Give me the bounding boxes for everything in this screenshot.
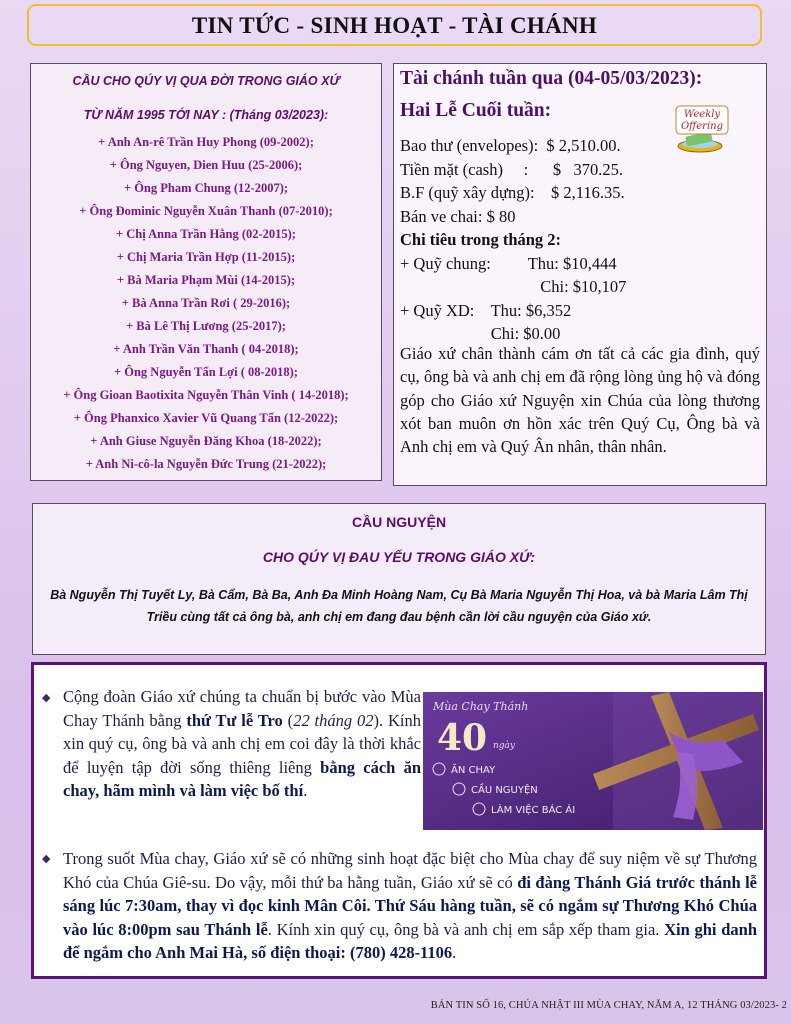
- announcements-box: [31, 662, 767, 979]
- image-item-prayer: CẦU NGUYỆN: [471, 785, 538, 796]
- building-fund-out: Chi: $0.00: [400, 324, 561, 343]
- deceased-prayer-box: [30, 63, 382, 481]
- list-item: + Ông Gioan Baotixita Nguyễn Thân Vinh ( 14-2018);: [63, 388, 349, 402]
- page-title: TIN TỨC - SINH HOẠT - TÀI CHÁNH: [27, 4, 762, 46]
- diamond-bullet-icon: ◆: [42, 692, 51, 704]
- building-fund-in: + Quỹ XD: Thu: $6,352: [400, 300, 572, 320]
- image-item-charity: LÀM VIỆC BÁC ÁI: [491, 805, 576, 816]
- deceased-subheading: TỪ NĂM 1995 TỚI NAY : (Tháng 03/2023):: [83, 108, 329, 122]
- lent-cross-image: [423, 692, 763, 830]
- page-footer: BẢN TIN SỐ 16, CHÚA NHẬT III MÙA CHAY, NĂM A, 12 THÁNG 03/2023- 2: [430, 1000, 787, 1011]
- list-item: + Ông Phanxico Xavier Vũ Quang Tấn (12-2022);: [73, 411, 339, 425]
- image-days: ngày: [493, 741, 516, 751]
- thanks-paragraph: Giáo xứ chân thành cám ơn tất cả các gia đình, quý cụ, ông bà và anh chị em đã rộng lòng ủng hộ và đóng góp cho Giáo xứ Nguyện xin Chúa của lòng thương xót ban muôn ơn hồn xác trên Quý Cụ, Ông bà và Anh chị em và Quý Ân nhân, thân nhân.: [400, 344, 760, 457]
- image-number: 40: [437, 717, 488, 759]
- general-fund-out: Chi: $10,107: [400, 277, 627, 296]
- list-item: + Ông Đominic Nguyễn Xuân Thanh (07-2010);: [79, 204, 333, 218]
- list-item: + Bà Anna Trần Rơi ( 29-2016);: [121, 296, 291, 310]
- spending-heading: Chi tiêu trong tháng 2:: [400, 230, 562, 249]
- cash-line: Tiền mặt (cash) : $ 370.25.: [400, 159, 624, 179]
- scrap-line: Bán ve chai: $ 80: [400, 206, 516, 226]
- deceased-heading: CẦU CHO QÚY VỊ QUA ĐỜI TRONG GIÁO XỨ: [72, 74, 340, 88]
- prayer-heading: CẦU NGUYỆN: [351, 514, 447, 530]
- list-item: + Chị Anna Trần Hằng (02-2015);: [116, 227, 296, 241]
- list-item: + Anh Trần Văn Thanh ( 04-2018);: [113, 342, 299, 356]
- building-fund-line: B.F (quỹ xây dựng): $ 2,116.35.: [400, 183, 625, 202]
- badge-line-2: Offering: [680, 121, 724, 132]
- image-title: Mùa Chay Thánh: [433, 700, 529, 713]
- list-item: + Chị Maria Trần Hợp (11-2015);: [116, 250, 296, 264]
- lent-image: [423, 692, 763, 830]
- list-item: + Bà Maria Phạm Mùi (14-2015);: [116, 273, 296, 287]
- deceased-list: [31, 131, 381, 476]
- diamond-bullet-icon: ◆: [42, 853, 51, 865]
- list-item: + Ông Nguyen, Dien Huu (25-2006);: [109, 158, 303, 172]
- finance-subtitle: Hai Lễ Cuối tuần:: [400, 100, 552, 121]
- image-item-fasting: ĂN CHAY: [451, 765, 496, 776]
- finance-title: Tài chánh tuần qua (04-05/03/2023):: [400, 68, 703, 89]
- announcement-lent-activities: Trong suốt Mùa chay, Giáo xứ sẽ có những sinh hoạt đặc biệt cho Mùa chay để suy niệm về sự Thương Khó của Chúa Giê-su. Do vậy, mỗi thứ ba hằng tuần, Giáo xứ sẽ có đi đàng Thánh Giá trước thánh lễ sáng lúc 7:30am, thay vì đọc kinh Mân Côi. Thứ Sáu hàng tuần, sẽ có ngắm sự Thương Khó Chúa vào lúc 8:00pm sau Thánh lễ. Kính xin quý cụ, ông bà và anh chị em sắp xếp tham gia. Xin ghi danh để ngắm cho Anh Mai Hà, số điện thoại: (780) 428-1106.: [63, 849, 757, 962]
- finance-lines: [400, 134, 760, 346]
- envelopes-line: Bao thư (envelopes): $ 2,510.00.: [400, 136, 621, 155]
- badge-line-1: Weekly: [683, 109, 721, 120]
- list-item: + Ông Pham Chung (12-2007);: [123, 181, 289, 195]
- list-item: + Anh Ni-cô-la Nguyễn Đức Trung (21-2022);: [85, 457, 327, 471]
- sick-prayer-box: [32, 503, 766, 655]
- prayer-body: Bà Nguyễn Thị Tuyết Ly, Bà Cẩm, Bà Ba, Anh Đa Minh Hoàng Nam, Cụ Bà Maria Nguyễn Thị Hoa, và bà Maria Lâm Thị Triều cùng tất cả ông bà, anh chị em đang đau bệnh cần lời cầu nguyện của Giáo xứ.: [50, 588, 748, 624]
- list-item: + Anh An-rê Trần Huy Phong (09-2002);: [98, 135, 314, 149]
- finance-box: [393, 63, 767, 486]
- announcement-ash-wednesday: Cộng đoàn Giáo xứ chúng ta chuẩn bị bước vào Mùa Chay Thánh bằng thứ Tư lễ Tro (22 tháng 02). Kính xin quý cụ, ông bà và anh chị em coi đây là thời khắc để luyện tập đời sống thiêng liêng bằng cách ăn chay, hãm mình và làm việc bố thí.: [63, 687, 422, 800]
- prayer-subheading: CHO QÚY VỊ ĐAU YẾU TRONG GIÁO XỨ:: [262, 549, 536, 565]
- general-fund-in: + Quỹ chung: Thu: $10,444: [400, 253, 617, 273]
- list-item: + Bà Lê Thị Lương (25-2017);: [126, 319, 286, 333]
- list-item: + Anh Giuse Nguyễn Đăng Khoa (18-2022);: [90, 434, 322, 448]
- list-item: + Ông Nguyễn Tấn Lợi ( 08-2018);: [114, 365, 298, 379]
